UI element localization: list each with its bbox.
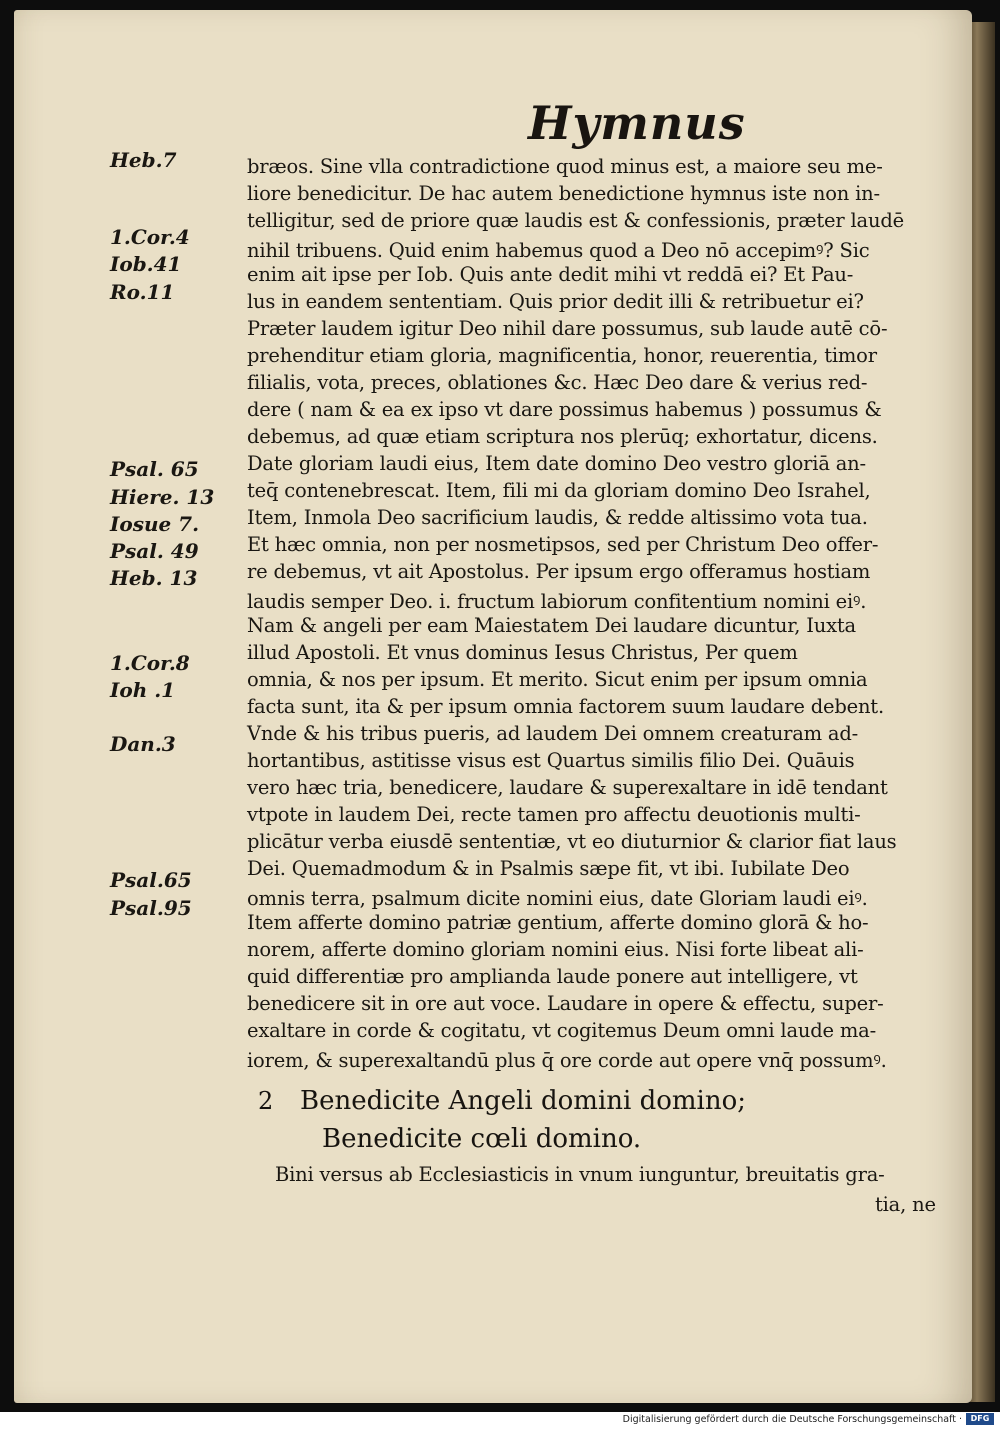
body-line: Dei. Quemadmodum & in Psalmis sæpe fit, vt ibi. Iubilate Deo bbox=[247, 857, 850, 880]
body-line: laudis semper Deo. i. fructum labiorum confitentium nomini eiꝰ. bbox=[247, 590, 867, 613]
body-line: illud Apostoli. Et vnus dominus Iesus Christus, Per quem bbox=[247, 641, 798, 664]
body-line: Præter laudem igitur Deo nihil dare possumus, sub laude autē cō- bbox=[247, 317, 888, 340]
margin-note: 1.Cor.4 bbox=[110, 225, 190, 249]
margin-note: Ioh .1 bbox=[110, 678, 176, 702]
body-line: facta sunt, ita & per ipsum omnia factorem suum laudare debent. bbox=[247, 695, 884, 718]
body-line: prehenditur etiam gloria, magnificentia, honor, reuerentia, timor bbox=[247, 344, 877, 367]
body-line: hortantibus, astitisse visus est Quartus similis filio Dei. Quāuis bbox=[247, 749, 855, 772]
body-line: vtpote in laudem Dei, recte tamen pro affectu deuotionis multi- bbox=[247, 803, 861, 826]
body-line: Date gloriam laudi eius, Item date domino Deo vestro gloriā an- bbox=[247, 452, 866, 475]
dfg-logo: DFG bbox=[966, 1413, 994, 1425]
body-line: benedicere sit in ore aut voce. Laudare in opere & effectu, super- bbox=[247, 992, 884, 1015]
trailing-line: Bini versus ab Ecclesiasticis in vnum iunguntur, breuitatis gra- bbox=[275, 1163, 885, 1186]
margin-note: Psal. 49 bbox=[110, 539, 199, 563]
body-line: liore benedicitur. De hac autem benedictione hymnus iste non in- bbox=[247, 182, 880, 205]
body-line: debemus, ad quæ etiam scriptura nos plerūq; exhortatur, dicens. bbox=[247, 425, 878, 448]
body-line: lus in eandem sententiam. Quis prior dedit illi & retribuetur ei? bbox=[247, 290, 864, 313]
body-line: Nam & angeli per eam Maiestatem Dei laudare dicuntur, Iuxta bbox=[247, 614, 856, 637]
body-line: bræos. Sine vlla contradictione quod minus est, a maiore seu me- bbox=[247, 155, 883, 178]
margin-note: Hiere. 13 bbox=[110, 485, 215, 509]
body-line: Item, Inmola Deo sacrificium laudis, & redde altissimo vota tua. bbox=[247, 506, 868, 529]
body-line: filialis, vota, preces, oblationes &c. Hæc Deo dare & verius red- bbox=[247, 371, 868, 394]
margin-note: 1.Cor.8 bbox=[110, 651, 190, 675]
body-line: iorem, & superexaltandū plus q̄ ore corde aut opere vnq̄ possumꝰ. bbox=[247, 1049, 887, 1072]
body-line: Vnde & his tribus pueris, ad laudem Dei omnem creaturam ad- bbox=[247, 722, 859, 745]
margin-note: Dan.3 bbox=[110, 732, 176, 756]
running-header: Hymnus bbox=[528, 96, 746, 150]
margin-note: Heb.7 bbox=[110, 148, 177, 172]
catchword: tia, ne bbox=[875, 1193, 936, 1216]
body-line: norem, afferte domino gloriam nomini eius. Nisi forte libeat ali- bbox=[247, 938, 864, 961]
body-line: teq̄ contenebrescat. Item, fili mi da gloriam domino Deo Israhel, bbox=[247, 479, 871, 502]
body-line: telligitur, sed de priore quæ laudis est & confessionis, præter laudē bbox=[247, 209, 904, 232]
body-line: Item afferte domino patriæ gentium, afferte domino glorā & ho- bbox=[247, 911, 869, 934]
body-line: dere ( nam & ea ex ipso vt dare possimus habemus ) possumus & bbox=[247, 398, 882, 421]
margin-note: Psal. 65 bbox=[110, 457, 199, 481]
verse-line-1: Benedicite Angeli domini domino; bbox=[300, 1086, 747, 1116]
body-line: quid differentiæ pro amplianda laude ponere aut intelligere, vt bbox=[247, 965, 858, 988]
verse-line-2: Benedicite cœli domino. bbox=[322, 1124, 642, 1154]
body-line: omnia, & nos per ipsum. Et merito. Sicut enim per ipsum omnia bbox=[247, 668, 868, 691]
margin-note: Psal.65 bbox=[110, 868, 192, 892]
digitization-credit: Digitalisierung gefördert durch die Deutsche Forschungsgemeinschaft · bbox=[622, 1414, 962, 1425]
body-line: enim ait ipse per Iob. Quis ante dedit mihi vt reddā ei? Et Pau- bbox=[247, 263, 854, 286]
body-line: omnis terra, psalmum dicite nomini eius, date Gloriam laudi eiꝰ. bbox=[247, 887, 868, 910]
margin-note: Iob.41 bbox=[110, 252, 182, 276]
body-line: plicātur verba eiusdē sententiæ, vt eo diuturnior & clarior fiat laus bbox=[247, 830, 897, 853]
margin-note: Ro.11 bbox=[110, 280, 175, 304]
margin-note: Psal.95 bbox=[110, 896, 192, 920]
body-line: Et hæc omnia, non per nosmetipsos, sed per Christum Deo offer- bbox=[247, 533, 879, 556]
body-line: re debemus, vt ait Apostolus. Per ipsum ergo offeramus hostiam bbox=[247, 560, 871, 583]
margin-note: Heb. 13 bbox=[110, 566, 198, 590]
body-line: exaltare in corde & cogitatu, vt cogitemus Deum omni laude ma- bbox=[247, 1019, 876, 1042]
body-line: nihil tribuens. Quid enim habemus quod a Deo nō accepimꝰ? Sic bbox=[247, 239, 870, 262]
verse-number: 2 bbox=[258, 1087, 274, 1115]
margin-note: Iosue 7. bbox=[110, 512, 200, 536]
body-line: vero hæc tria, benedicere, laudare & superexaltare in idē tendant bbox=[247, 776, 888, 799]
